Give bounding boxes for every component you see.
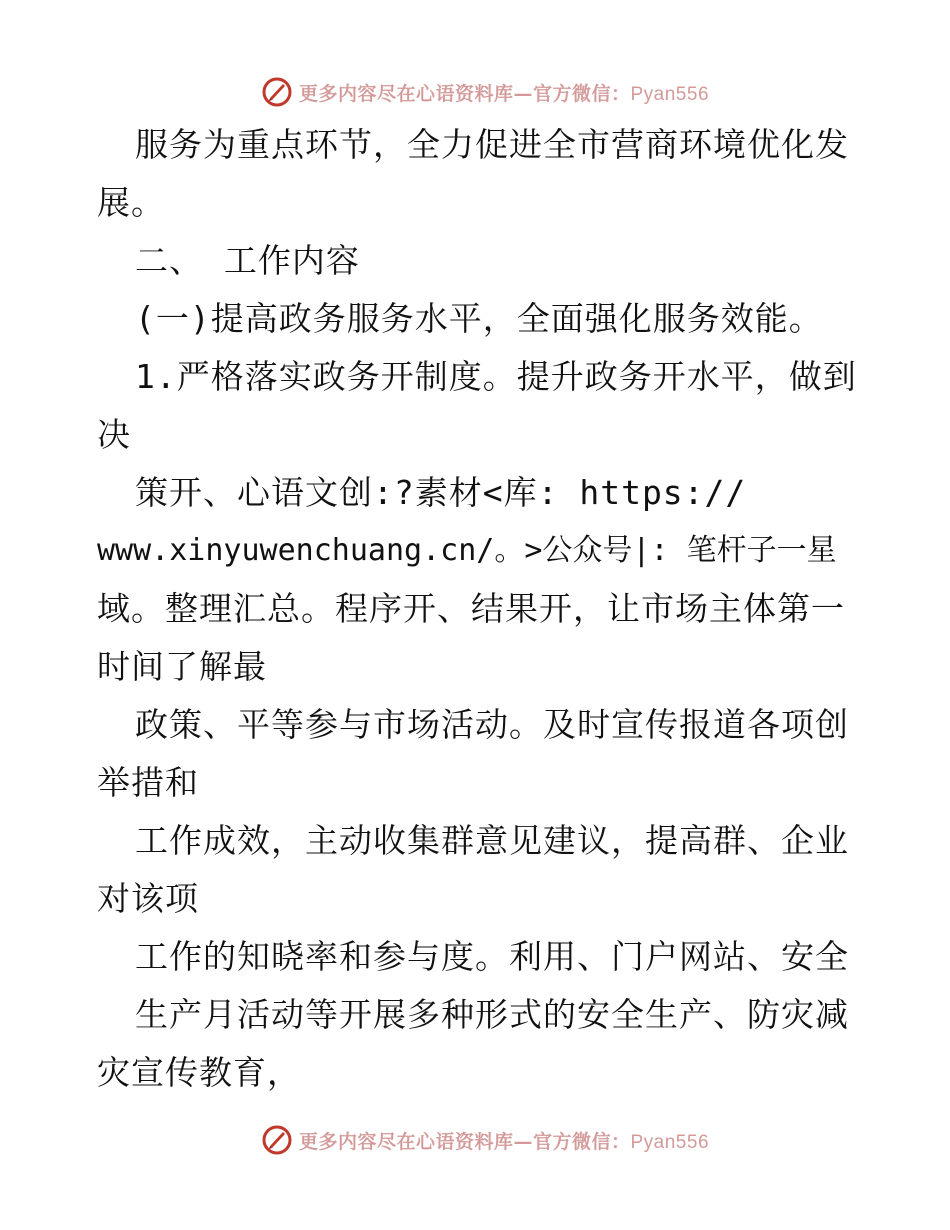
text-line: 对该项 <box>97 879 199 918</box>
text-line: 工作的知晓率和参与度。利用、门户网站、安全 <box>135 937 849 976</box>
text-line: 域。整理汇总。程序开、结果开，让市场主体第一 <box>97 589 845 628</box>
text-line: 灾宣传教育， <box>97 1053 301 1092</box>
text-line: 决 <box>97 415 131 454</box>
section-heading: 二、 工作内容 <box>135 241 360 280</box>
text-line: 工作成效，主动收集群意见建议，提高群、企业 <box>135 821 849 860</box>
watermark-banner-top <box>0 72 950 112</box>
watermark-text: 更多内容尽在心语资料库—官方微信：Pyan556 <box>298 82 710 105</box>
text-line: 时间了解最 <box>97 647 267 686</box>
text-line: 1.严格落实政务开制度。提升政务开水平，做到 <box>135 357 857 396</box>
watermark-banner-bottom <box>0 1120 950 1160</box>
document-body <box>97 116 857 1102</box>
text-line: 政策、平等参与市场活动。及时宣传报道各项创 <box>135 705 849 744</box>
text-line: 举措和 <box>97 763 199 802</box>
quill-logo-icon <box>261 76 293 108</box>
text-line: 展。 <box>97 183 165 222</box>
text-line: www.xinyuwenchuang.cn/。>公众号|: 笔杆子一星 <box>97 533 837 568</box>
subsection-heading: (一)提高政务服务水平，全面强化服务效能。 <box>135 299 823 338</box>
text-line: 生产月活动等开展多种形式的安全生产、防灾减 <box>135 995 849 1034</box>
text-line: 服务为重点环节，全力促进全市营商环境优化发 <box>135 125 849 164</box>
text-line: 策开、心语文创:?素材<库: https:// <box>135 473 747 512</box>
quill-logo-icon <box>261 1124 293 1156</box>
watermark-text: 更多内容尽在心语资料库—官方微信：Pyan556 <box>298 1130 710 1153</box>
